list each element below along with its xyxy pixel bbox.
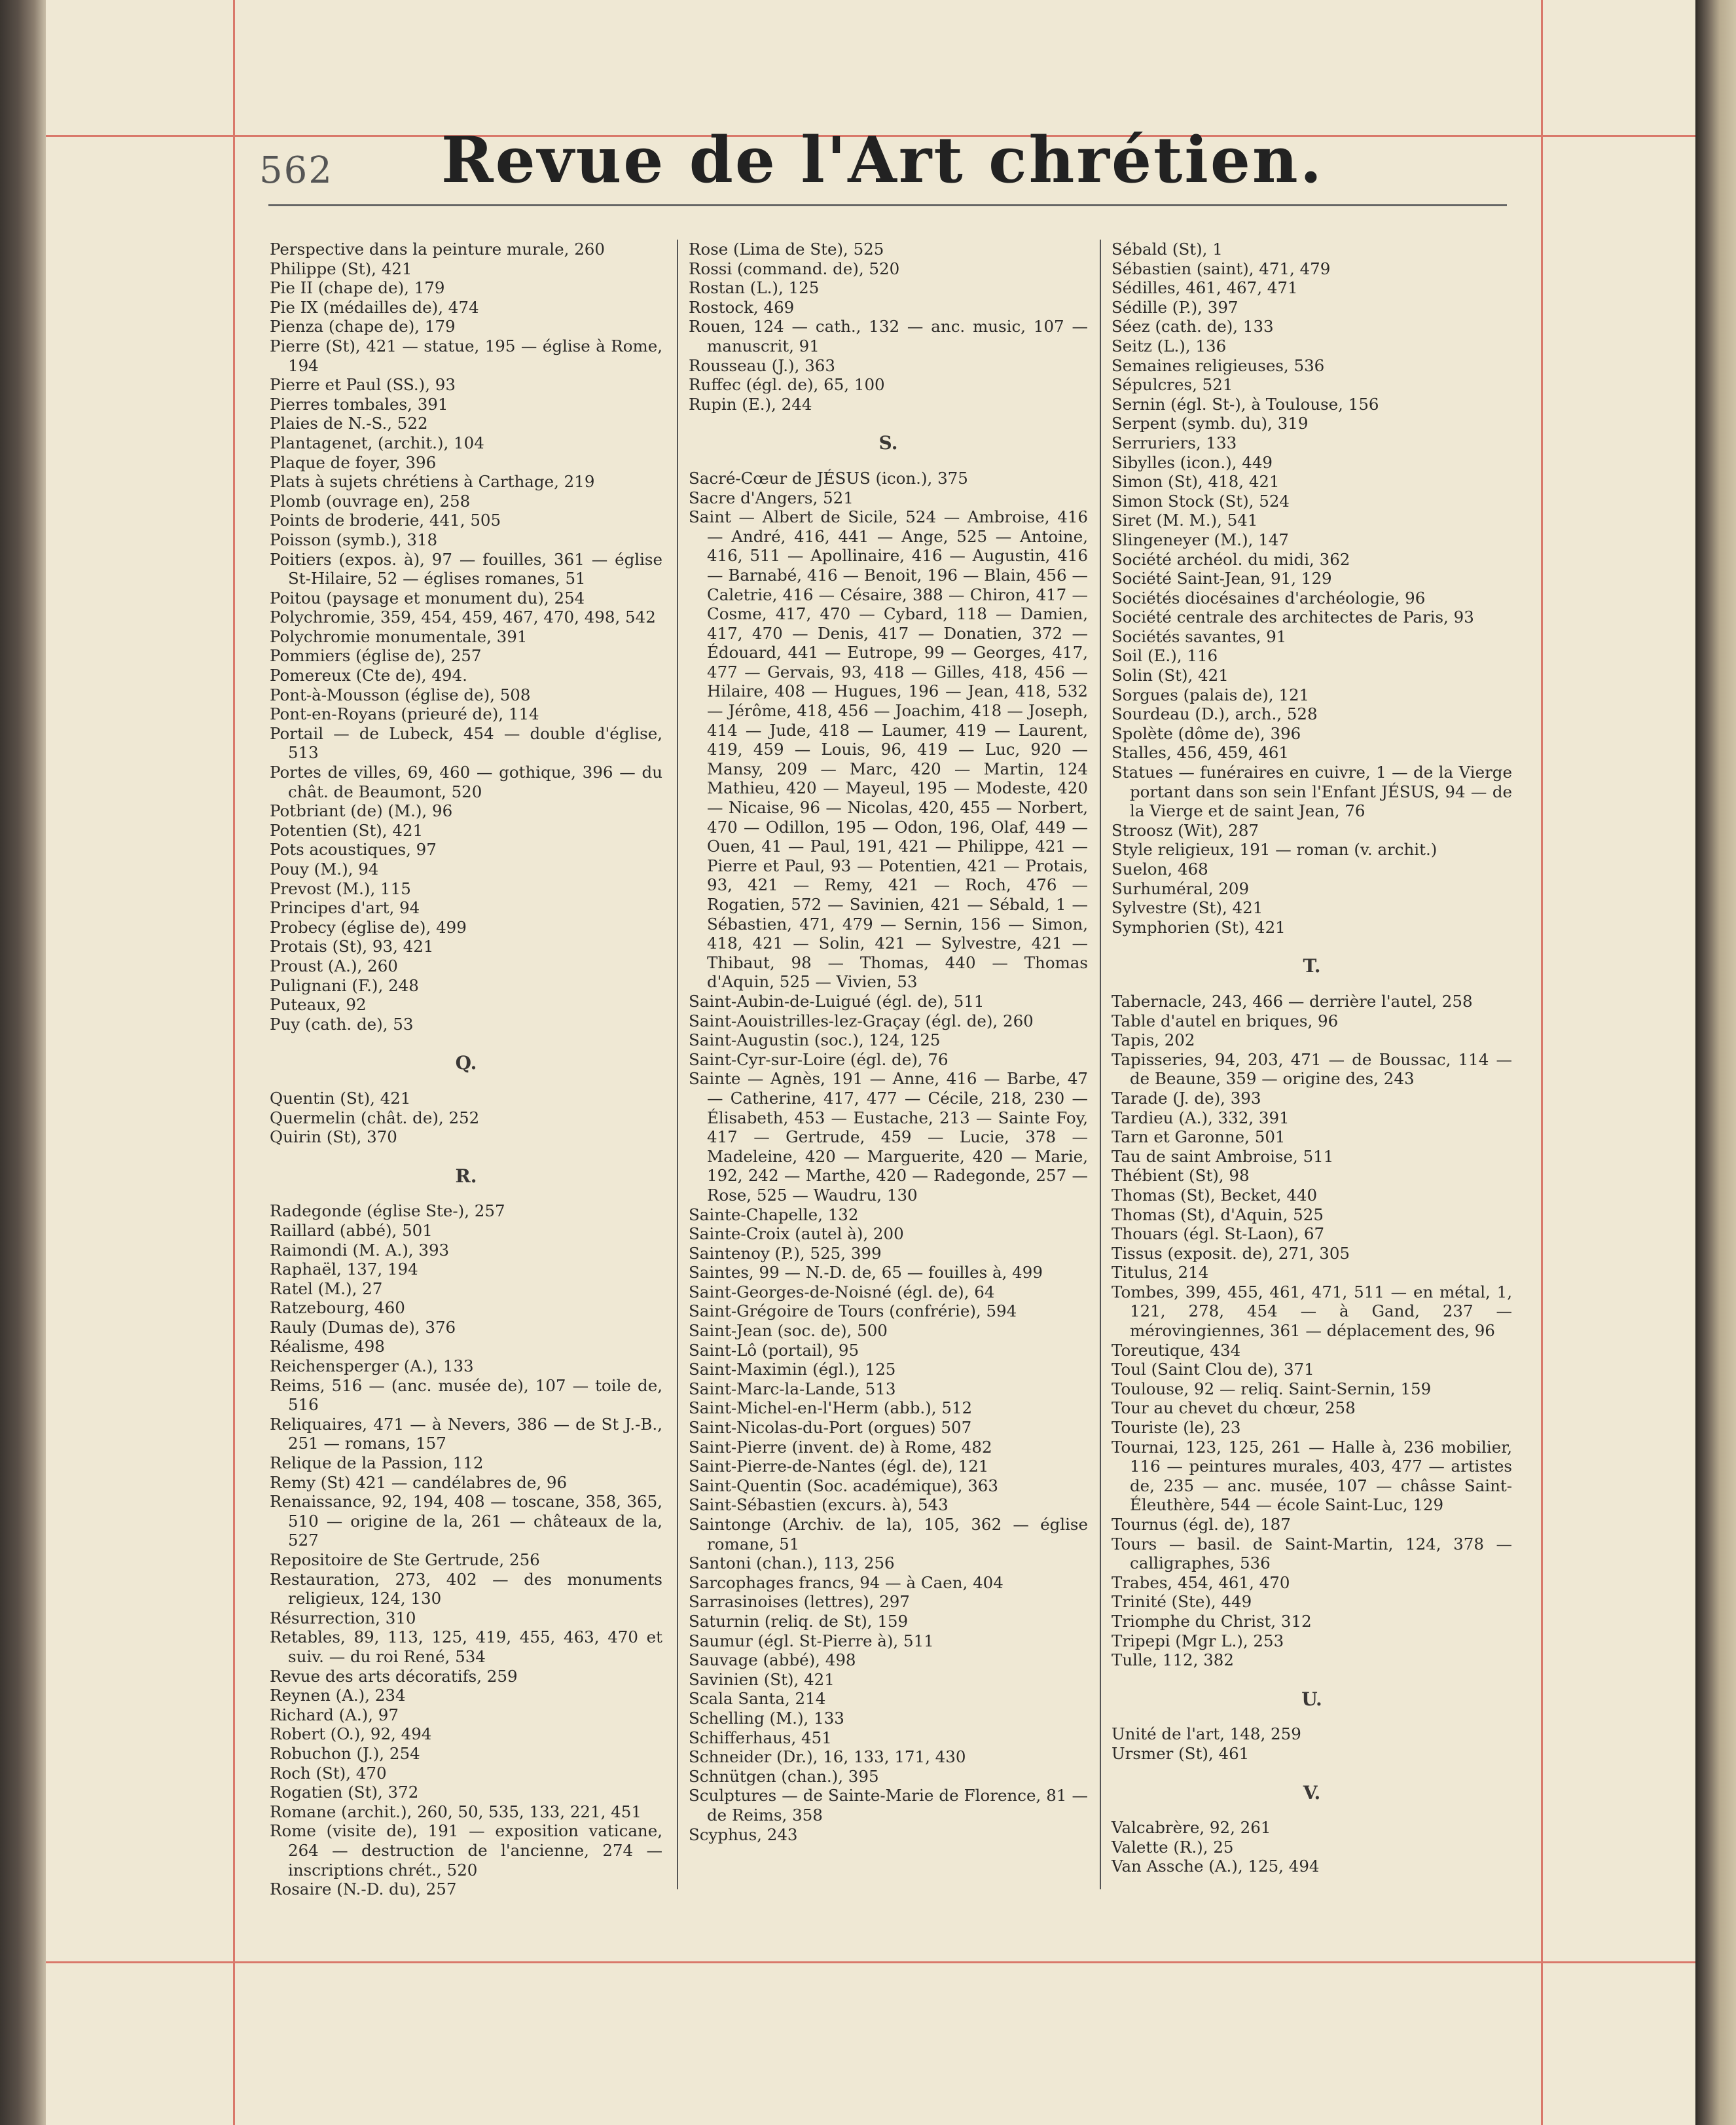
index-entry: Rogatien (St), 372 [270,1783,419,1802]
index-entry: Surhuméral, 209 [1112,879,1250,898]
index-entry: Pouy (M.), 94 [270,860,379,879]
index-entry: Sédilles, 461, 467, 471 [1112,278,1298,298]
index-entry: Philippe (St), 421 [270,259,412,278]
index-entry: Titulus, 214 [1112,1263,1209,1282]
index-entry: Principes d'art, 94 [270,898,420,918]
index-entry: Potbriant (de) (M.), 96 [270,801,453,821]
index-entry: Rouen, 124 — cath., 132 — anc. music, 107 — manuscrit, 91 [689,317,1088,355]
index-entry: Stroosz (Wit), 287 [1112,820,1259,840]
index-entry: Rostock, 469 [689,297,795,317]
index-entry: Santoni (chan.), 113, 256 [689,1553,895,1573]
index-entry: Portes de villes, 69, 460 — gothique, 396 — du chât. de Beaumont, 520 [270,763,662,801]
index-entry: Saturnin (reliq. de St), 159 [689,1611,909,1631]
index-entry: Tardieu (A.), 332, 391 [1112,1108,1290,1127]
index-entry: Sébastien (saint), 471, 479 [1112,259,1331,278]
index-entry: Ratzebourg, 460 [270,1298,405,1318]
index-entry: Saint-Aubin-de-Luigué (égl. de), 511 [689,991,985,1011]
index-entry: Pont-en-Royans (prieuré de), 114 [270,704,539,724]
index-entry: Ursmer (St), 461 [1112,1743,1250,1763]
index-entry: Reims, 516 — (anc. musée de), 107 — toile de, 516 [270,1375,662,1415]
index-entry: Serruriers, 133 [1112,433,1237,452]
index-entry: Savinien (St), 421 [689,1669,835,1689]
index-entry: Saintenoy (P.), 525, 399 [689,1243,882,1263]
index-entry: Richard (A.), 97 [270,1705,399,1724]
index-entry: Statues — funéraires en cuivre, 1 — de la Vierge portant dans son sein l'Enfant JÉSUS, 94 — de la Vierge et de saint Jean, 76 [1112,763,1512,821]
index-entry: Sylvestre (St), 421 [1112,898,1263,918]
index-entry: Roch (St), 470 [270,1763,387,1783]
index-entry: Van Assche (A.), 125, 494 [1112,1857,1320,1876]
index-entry: Slingeneyer (M.), 147 [1112,530,1289,549]
index-entry: Repositoire de Ste Gertrude, 256 [270,1550,540,1569]
index-entry: Quentin (St), 421 [270,1088,411,1108]
index-entry: Tarn et Garonne, 501 [1112,1127,1286,1147]
index-entry: Sainte — Agnès, 191 — Anne, 416 — Barbe, 47 — Catherine, 417, 477 — Cécile, 218, 230 — Élisabeth, 453 — Eustache, 213 — Sainte Foy, 417 — Gertrude, 459 — Lucie, 378 — Madeleine, 420 — Marguerite, 420 — Marie, 192, 242 — Marthe, 420 — Radegonde, 257 — Rose, 525 — Waudru, 130 [689,1069,1088,1205]
index-entry: Sibylles (icon.), 449 [1112,452,1273,472]
index-entry: Résurrection, 310 [270,1608,416,1627]
index-entry: Thébient (St), 98 [1112,1166,1250,1186]
index-entry: Robuchon (J.), 254 [270,1743,420,1763]
index-entry: Simon Stock (St), 524 [1112,491,1290,511]
index-entry: Quermelin (chât. de), 252 [270,1108,480,1127]
index-entry: Soil (E.), 116 [1112,646,1218,666]
index-entry: Raillard (abbé), 501 [270,1220,433,1240]
index-entry: Valcabrère, 92, 261 [1112,1818,1271,1838]
index-entry: Table d'autel en briques, 96 [1112,1011,1339,1030]
index-entry: Remy (St) 421 — candélabres de, 96 [270,1472,568,1492]
index-entry: Schnütgen (chan.), 395 [689,1766,879,1786]
index-entry: Stalles, 456, 459, 461 [1112,743,1289,763]
section-letter-heading: R. [455,1165,477,1187]
index-entry: Tombes, 399, 455, 461, 471, 511 — en métal, 1, 121, 278, 454 — à Gand, 237 — mérovingiennes, 361 — déplacement des, 96 [1112,1282,1512,1341]
index-entry: Radegonde (église Ste-), 257 [270,1201,505,1221]
index-entry: Sernin (égl. St-), à Toulouse, 156 [1112,394,1379,414]
index-entry: Saumur (égl. St-Pierre à), 511 [689,1631,934,1650]
index-entry: Tabernacle, 243, 466 — derrière l'autel, 258 [1112,991,1473,1011]
index-entry: Serpent (symb. du), 319 [1112,414,1309,433]
index-entry: Sacre d'Angers, 521 [689,488,854,507]
index-entry: Points de broderie, 441, 505 [270,511,501,530]
index-entry: Spolète (dôme de), 396 [1112,723,1301,743]
index-entry: Sourdeau (D.), arch., 528 [1112,704,1318,724]
index-entry: Tournus (égl. de), 187 [1112,1515,1291,1534]
adjacent-page-edge [1695,0,1736,2125]
index-entry: Plomb (ouvrage en), 258 [270,491,471,511]
index-entry: Potentien (St), 421 [270,820,424,840]
index-entry: Perspective dans la peinture murale, 260 [270,240,605,259]
index-entry: Restauration, 273, 402 — des monuments religieux, 124, 130 [270,1569,662,1608]
index-entry: Sainte-Chapelle, 132 [689,1205,859,1224]
frame-rule-bottom [46,1961,1695,1963]
index-entry: Reichensperger (A.), 133 [270,1356,474,1376]
column-separator-2 [1100,240,1101,1889]
index-entry: Protais (St), 93, 421 [270,937,434,956]
index-entry: Plaies de N.-S., 522 [270,414,428,433]
index-entry: Toulouse, 92 — reliq. Saint-Sernin, 159 [1112,1379,1432,1398]
index-entry: Rose (Lima de Ste), 525 [689,240,884,259]
index-entry: Prevost (M.), 115 [270,879,411,898]
index-entry: Pulignani (F.), 248 [270,975,419,995]
index-entry: Sociétés diocésaines d'archéologie, 96 [1112,588,1426,608]
index-entry: Saintonge (Archiv. de la), 105, 362 — église romane, 51 [689,1515,1088,1553]
index-entry: Tulle, 112, 382 [1112,1650,1234,1670]
index-entry: Suelon, 468 [1112,860,1208,879]
index-entry: Reliquaires, 471 — à Nevers, 386 — de St J.-B., 251 — romans, 157 [270,1414,662,1453]
index-entry: Réalisme, 498 [270,1337,385,1356]
index-entry: Toul (Saint Clou de), 371 [1112,1360,1314,1379]
index-entry: Schelling (M.), 133 [689,1708,844,1728]
index-column-2 [689,240,1088,1844]
index-entry: Plaque de foyer, 396 [270,452,437,472]
index-entry: Thomas (St), d'Aquin, 525 [1112,1205,1324,1224]
index-entry: Sarrasinoises (lettres), 297 [689,1592,910,1612]
index-entry: Sorgues (palais de), 121 [1112,685,1310,704]
index-entry: Tournai, 123, 125, 261 — Halle à, 236 mobilier, 116 — peintures murales, 403, 477 — artistes de, 235 — anc. musée, 107 — châsse Saint-Éleuthère, 544 — école Saint-Luc, 129 [1112,1437,1512,1515]
index-entry: Rupin (E.), 244 [689,394,812,414]
index-entry: Trabes, 454, 461, 470 [1112,1572,1290,1592]
index-column-3 [1112,240,1512,1876]
index-entry: Sacré-Cœur de JÉSUS (icon.), 375 [689,468,968,488]
index-entry: Pie IX (médailles de), 474 [270,297,479,317]
index-entry: Quirin (St), 370 [270,1127,397,1147]
index-entry: Tissus (exposit. de), 271, 305 [1112,1243,1350,1263]
index-entry: Tour au chevet du chœur, 258 [1112,1398,1356,1418]
index-entry: Touriste (le), 23 [1112,1418,1241,1438]
section-letter-heading: U. [1301,1688,1322,1710]
index-entry: Saint-Aouistrilles-lez-Graçay (égl. de), 260 [689,1011,1034,1030]
section-letter-heading: S. [878,432,898,454]
index-entry: Puy (cath. de), 53 [270,1014,414,1034]
index-entry: Polychromie, 359, 454, 459, 467, 470, 498, 542 [270,608,656,627]
index-entry: Polychromie monumentale, 391 [270,627,528,646]
index-entry: Sociétés savantes, 91 [1112,627,1287,646]
index-entry: Saint-Lô (portail), 95 [689,1340,859,1360]
index-entry: Société archéol. du midi, 362 [1112,549,1350,569]
index-entry: Romane (archit.), 260, 50, 535, 133, 221, 451 [270,1802,642,1821]
index-entry: Toreutique, 434 [1112,1340,1241,1360]
index-entry: Raimondi (M. A.), 393 [270,1240,450,1260]
index-entry: Tours — basil. de Saint-Martin, 124, 378 — calligraphes, 536 [1112,1534,1512,1573]
index-entry: Saint-Michel-en-l'Herm (abb.), 512 [689,1398,973,1418]
index-entry: Société centrale des architectes de Paris, 93 [1112,608,1474,627]
index-entry: Semaines religieuses, 536 [1112,355,1325,375]
index-entry: Triomphe du Christ, 312 [1112,1611,1312,1631]
index-entry: Schifferhaus, 451 [689,1728,832,1747]
index-entry: Ruffec (égl. de), 65, 100 [689,375,885,395]
index-entry: Relique de la Passion, 112 [270,1453,484,1473]
index-entry: Saint-Jean (soc. de), 500 [689,1321,888,1341]
index-entry: Saint — Albert de Sicile, 524 — Ambroise, 416 — André, 416, 441 — Ange, 525 — Antoine, 416, 511 — Apollinaire, 416 — Augustin, 416 — Barnabé, 416 — Benoit, 196 — Blain, 456 — Caletrie, 416 — Césaire, 388 — Chiron, 417 — Cosme, 417, 470 — Cybard, 118 — Damien, 417, 470 — Denis, 417 — Donatien, 372 — Édouard, 441 — Eutrope, 99 — Georges, 417, 477 — Gervais, 93, 418 — Gilles, 418, 456 — Hilaire, 408 — Hugues, 196 — Jean, 418, 532 — Jérôme, 418, 456 — Joachim, 418 — Joseph, 414 — Jude, 418 — Laumer, 419 — Laurent, 419, 459 — Louis, 96, 419 — Luc, 920 — Mansy, 209 — Marc, 420 — Martin, 124 Mathieu, 420 — Mayeul, 195 — Modeste, 420 — Nicaise, 96 — Nicolas, 420, 455 — Norbert, 470 — Odillon, 195 — Odon, 196, Olaf, 449 — Ouen, 41 — Paul, 191, 421 — Philippe, 421 — Pierre et Paul, 93 — Potentien, 421 — Protais, 93, 421 — Remy, 421 — Roch, 476 — Rogatien, 572 — Savinien, 421 — Sébald, 1 — Sébastien, 471, 479 — Sernin, 156 — Simon, 418, 421 — Solin, 421 — Sylvestre, 421 — Thibaut, 98 — Thomas, 440 — Thomas d'Aquin, 525 — Vivien, 53 [689,507,1088,992]
index-entry: Tarade (J. de), 393 [1112,1088,1261,1108]
index-entry: Pie II (chape de), 179 [270,278,445,298]
index-entry: Saint-Maximin (égl.), 125 [689,1360,896,1379]
index-entry: Renaissance, 92, 194, 408 — toscane, 358, 365, 510 — origine de la, 261 — châteaux de la, 527 [270,1492,662,1550]
section-letter-heading: V. [1303,1781,1321,1804]
section-letter-heading: Q. [455,1052,477,1074]
index-entry: Sépulcres, 521 [1112,375,1233,395]
index-entry: Saint-Pierre (invent. de) à Rome, 482 [689,1437,992,1457]
index-entry: Robert (O.), 92, 494 [270,1724,432,1744]
index-entry: Saint-Georges-de-Noisné (égl. de), 64 [689,1282,995,1301]
index-entry: Pont-à-Mousson (église de), 508 [270,685,531,704]
index-entry: Rosaire (N.-D. du), 257 [270,1880,457,1899]
index-entry: Rousseau (J.), 363 [689,355,835,375]
index-entry: Saintes, 99 — N.-D. de, 65 — fouilles à, 499 [689,1263,1043,1282]
index-entry: Portail — de Lubeck, 454 — double d'église, 513 [270,723,662,763]
index-entry: Tapis, 202 [1112,1030,1195,1050]
index-entry: Style religieux, 191 — roman (v. archit.) [1112,840,1438,860]
index-entry: Tau de saint Ambroise, 511 [1112,1146,1334,1166]
index-entry: Saint-Cyr-sur-Loire (égl. de), 76 [689,1049,949,1069]
index-entry: Rostan (L.), 125 [689,278,820,298]
index-entry: Sauvage (abbé), 498 [689,1650,856,1670]
book-spine [0,0,46,2125]
index-entry: Saint-Grégoire de Tours (confrérie), 594 [689,1301,1017,1321]
index-entry: Unité de l'art, 148, 259 [1112,1724,1301,1744]
index-entry: Seitz (L.), 136 [1112,336,1227,355]
index-entry: Proust (A.), 260 [270,956,398,975]
index-entry: Solin (St), 421 [1112,666,1229,685]
index-entry: Trinité (Ste), 449 [1112,1592,1252,1612]
index-entry: Simon (St), 418, 421 [1112,472,1280,492]
index-entry: Sarcophages francs, 94 — à Caen, 404 [689,1572,1004,1592]
index-entry: Saint-Augustin (soc.), 124, 125 [689,1030,941,1050]
index-entry: Poitiers (expos. à), 97 — fouilles, 361 — église St-Hilaire, 52 — églises romanes, 51 [270,549,662,589]
index-entry: Séez (cath. de), 133 [1112,317,1274,336]
index-entry: Sédille (P.), 397 [1112,297,1239,317]
index-entry: Sébald (St), 1 [1112,240,1223,259]
index-entry: Pommiers (église de), 257 [270,646,482,666]
index-entry: Saint-Quentin (Soc. académique), 363 [689,1476,998,1495]
column-separator-1 [677,240,678,1889]
index-entry: Schneider (Dr.), 16, 133, 171, 430 [689,1747,966,1767]
index-entry: Pierre et Paul (SS.), 93 [270,375,456,395]
index-entry: Thomas (St), Becket, 440 [1112,1185,1318,1205]
index-entry: Rossi (command. de), 520 [689,259,900,278]
header-rule [268,204,1507,206]
index-entry: Tripepi (Mgr L.), 253 [1112,1631,1284,1650]
frame-rule-right [1541,0,1543,2125]
index-entry: Plantagenet, (archit.), 104 [270,433,484,452]
index-entry: Pierres tombales, 391 [270,394,448,414]
index-entry: Rome (visite de), 191 — exposition vaticane, 264 — destruction de l'ancienne, 274 — inscriptions chrét., 520 [270,1821,662,1880]
index-entry: Siret (M. M.), 541 [1112,511,1258,530]
index-entry: Pierre (St), 421 — statue, 195 — église à Rome, 194 [270,336,662,375]
index-entry: Pomereux (Cte de), 494. [270,666,467,685]
index-entry: Poitou (paysage et monument du), 254 [270,588,585,608]
index-entry: Sainte-Croix (autel à), 200 [689,1224,904,1244]
index-entry: Scala Santa, 214 [689,1689,826,1709]
index-column-1 [270,240,662,1899]
index-entry: Symphorien (St), 421 [1112,917,1286,937]
index-entry: Thouars (égl. St-Laon), 67 [1112,1224,1325,1244]
page-number: 562 [259,149,333,192]
index-entry: Saint-Marc-la-Lande, 513 [689,1379,896,1398]
index-entry: Plats à sujets chrétiens à Carthage, 219 [270,472,595,492]
index-entry: Saint-Pierre-de-Nantes (égl. de), 121 [689,1457,989,1476]
index-entry: Sculptures — de Sainte-Marie de Florence, 81 — de Reims, 358 [689,1786,1088,1825]
index-entry: Retables, 89, 113, 125, 419, 455, 463, 470 et suiv. — du roi René, 534 [270,1627,662,1666]
index-entry: Raphaël, 137, 194 [270,1260,418,1279]
index-entry: Poisson (symb.), 318 [270,530,438,549]
index-entry: Ratel (M.), 27 [270,1279,383,1298]
page-title: Revue de l'Art chrétien. [441,123,1324,197]
index-entry: Rauly (Dumas de), 376 [270,1317,456,1337]
index-entry: Reynen (A.), 234 [270,1686,406,1705]
index-entry: Saint-Nicolas-du-Port (orgues) 507 [689,1418,972,1438]
index-entry: Scyphus, 243 [689,1825,798,1844]
index-entry: Tapisseries, 94, 203, 471 — de Boussac, 114 — de Beaune, 359 — origine des, 243 [1112,1049,1512,1089]
index-entry: Pienza (chape de), 179 [270,317,456,336]
frame-rule-left [233,0,235,2125]
index-entry: Revue des arts décoratifs, 259 [270,1666,518,1686]
index-entry: Saint-Sébastien (excurs. à), 543 [689,1495,949,1515]
index-entry: Puteaux, 92 [270,995,367,1015]
section-letter-heading: T. [1303,955,1321,977]
index-entry: Société Saint-Jean, 91, 129 [1112,569,1332,589]
index-entry: Valette (R.), 25 [1112,1837,1234,1857]
index-entry: Pots acoustiques, 97 [270,840,437,860]
page-header [259,111,1506,209]
index-entry: Probecy (église de), 499 [270,917,467,937]
